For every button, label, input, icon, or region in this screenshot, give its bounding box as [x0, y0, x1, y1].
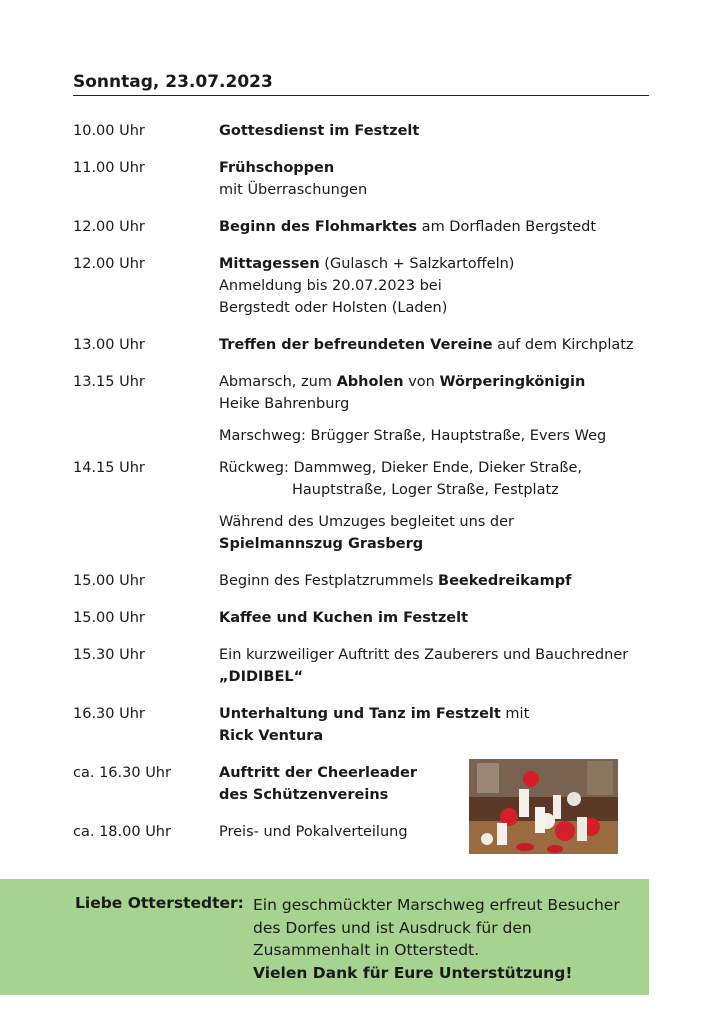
description-line: [219, 393, 649, 415]
schedule-time: 15.00 Uhr: [73, 610, 145, 626]
schedule-row: [73, 703, 649, 747]
description-line: [219, 179, 649, 201]
description-text: Während des Umzuges begleitet uns der: [219, 514, 515, 530]
page-heading: Sonntag, 23.07.2023: [73, 72, 649, 96]
footer-thanks: Vielen Dank für Eure Unterstützung!: [253, 963, 573, 982]
schedule-row: [73, 253, 649, 319]
description-text: Rückweg: Dammweg, Dieker Ende, Dieker Straße,: [219, 460, 583, 476]
schedule-description: [219, 703, 649, 747]
schedule-description: [219, 570, 649, 592]
description-line: [219, 479, 649, 501]
description-line: [219, 275, 649, 297]
description-line: [219, 334, 649, 356]
description-text: Frühschoppen: [219, 160, 335, 176]
schedule-time: 12.00 Uhr: [73, 219, 145, 235]
schedule-row: [73, 157, 649, 201]
schedule-description: [219, 425, 649, 447]
schedule-time: [73, 425, 219, 447]
schedule-time: 15.00 Uhr: [73, 573, 145, 589]
schedule-description: [219, 216, 649, 238]
description-text: Abholen: [336, 374, 404, 390]
description-text: des Schützenvereins: [219, 787, 389, 803]
schedule-row: [73, 511, 649, 555]
description-line: [219, 120, 649, 142]
description-line: [219, 607, 649, 629]
schedule-description: [219, 334, 649, 356]
schedule-time: 15.30 Uhr: [73, 647, 145, 663]
description-text: Beginn des Festplatzrummels: [219, 573, 439, 589]
description-text: Beekedreikampf: [438, 573, 572, 589]
description-line: [219, 666, 649, 688]
description-text: Hauptstraße, Loger Straße, Festplatz: [292, 482, 559, 498]
footer-text: Ein geschmückter Marschweg erfreut Besucher des Dorfes und ist Ausdruck für den Zusammenhalt in Otterstedt.: [253, 896, 620, 959]
description-text: Rick Ventura: [219, 728, 324, 744]
schedule-description: [219, 120, 649, 142]
description-text: Gottesdienst im Festzelt: [219, 123, 420, 139]
description-line: [219, 533, 649, 555]
description-text: Preis- und Pokalverteilung: [219, 824, 408, 840]
description-text: mit: [500, 706, 530, 722]
schedule-time: [73, 511, 219, 555]
footer-message: [253, 894, 645, 984]
schedule-description: [219, 607, 649, 629]
description-text: Wörperingkönigin: [439, 374, 586, 390]
description-text: von: [403, 374, 440, 390]
description-text: auf dem Kirchplatz: [492, 337, 634, 353]
description-text: Bergstedt oder Holsten (Laden): [219, 300, 448, 316]
description-line: [219, 725, 649, 747]
cheerleader-photo: [469, 759, 618, 854]
schedule-row: [73, 216, 649, 238]
schedule-description: [219, 644, 649, 688]
schedule-time: ca. 18.00 Uhr: [73, 824, 171, 840]
schedule-list: [73, 120, 649, 843]
description-text: Kaffee und Kuchen im Festzelt: [219, 610, 468, 626]
description-line: [219, 511, 649, 533]
schedule-time: 12.00 Uhr: [73, 256, 145, 272]
description-text: Anmeldung bis 20.07.2023 bei: [219, 278, 442, 294]
schedule-description: [219, 371, 649, 415]
schedule-time: 14.15 Uhr: [73, 460, 145, 476]
schedule-time: 10.00 Uhr: [73, 123, 145, 139]
schedule-row: [73, 607, 649, 629]
description-text: mit Überraschungen: [219, 182, 368, 198]
description-text: Beginn des Flohmarktes: [219, 219, 418, 235]
schedule-description: [219, 511, 649, 555]
description-line: [219, 253, 649, 275]
description-text: Spielmannszug Grasberg: [219, 536, 424, 552]
schedule-row: [73, 457, 649, 501]
description-text: Auftritt der Cheerleader: [219, 765, 417, 781]
schedule-row: [73, 644, 649, 688]
schedule-row: [73, 334, 649, 356]
schedule-row: [73, 570, 649, 592]
description-text: Abmarsch, zum: [219, 374, 337, 390]
schedule-row: [73, 425, 649, 447]
description-text: am Dorfladen Bergstedt: [417, 219, 597, 235]
description-text: Mittagessen: [219, 256, 320, 272]
description-text: „DIDIBEL“: [219, 669, 304, 685]
schedule-time: 11.00 Uhr: [73, 160, 145, 176]
description-text: (Gulasch + Salzkartoffeln): [319, 256, 515, 272]
description-text: Treffen der befreundeten Vereine: [219, 337, 493, 353]
description-line: [219, 425, 649, 447]
schedule-description: [219, 157, 649, 201]
schedule-description: [219, 457, 649, 501]
description-text: Marschweg: Brügger Straße, Hauptstraße, Evers Weg: [219, 428, 607, 444]
schedule-row: [73, 371, 649, 415]
description-line: [219, 570, 649, 592]
schedule-time: 13.00 Uhr: [73, 337, 145, 353]
description-line: [219, 157, 649, 179]
description-line: [219, 216, 649, 238]
schedule-time: ca. 16.30 Uhr: [73, 765, 171, 781]
schedule-time: 16.30 Uhr: [73, 706, 145, 722]
schedule-description: [219, 253, 649, 319]
footer-label: Liebe Otterstedter:: [75, 894, 244, 912]
description-text: Heike Bahrenburg: [219, 396, 350, 412]
description-line: [219, 457, 649, 479]
description-line: [219, 644, 649, 666]
description-text: Ein kurzweiliger Auftritt des Zauberers und Bauchredner: [219, 647, 629, 663]
description-line: [219, 703, 649, 725]
description-line: [219, 371, 649, 393]
schedule-row: [73, 120, 649, 142]
description-line: [219, 297, 649, 319]
schedule-time: 13.15 Uhr: [73, 374, 145, 390]
description-text: Unterhaltung und Tanz im Festzelt: [219, 706, 501, 722]
